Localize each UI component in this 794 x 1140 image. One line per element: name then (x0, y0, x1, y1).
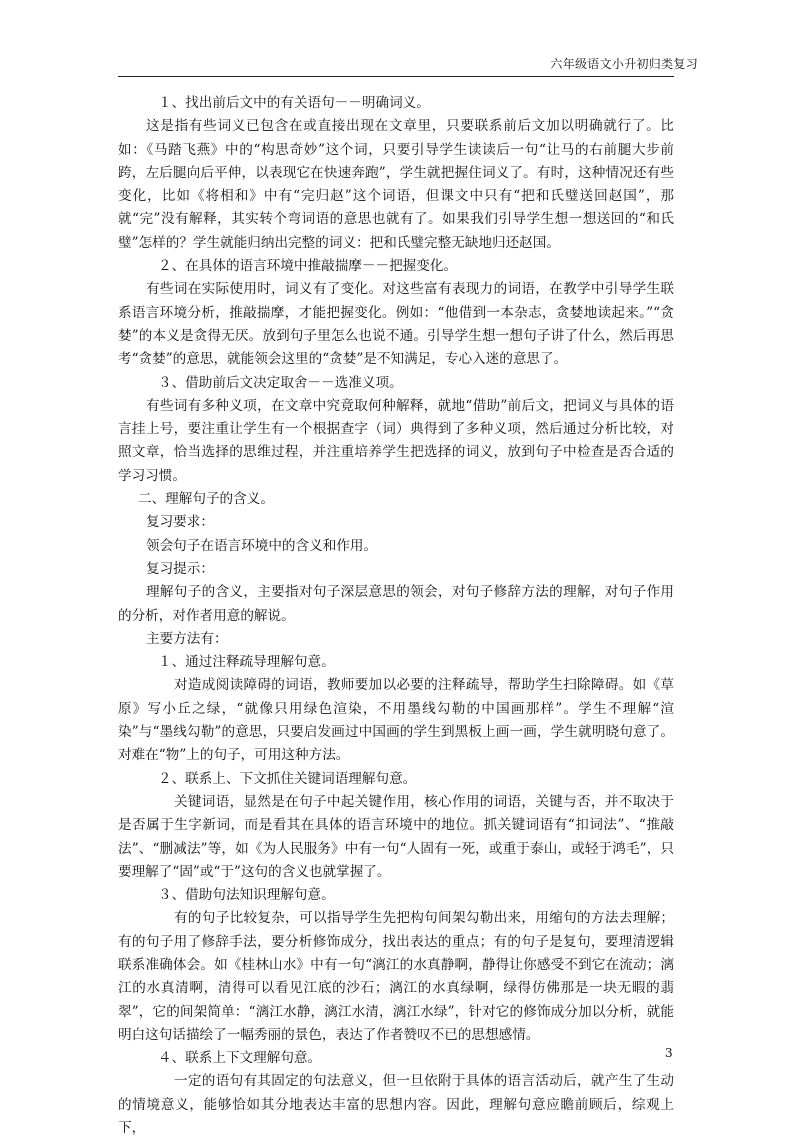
section-heading: 二、理解句子的含义。 (138, 491, 274, 508)
method-2-paragraph: 关键词语，显然是在句子中起关键作用，核心作用的词语，关键与否，并不取决于是否属于生字新词，而是看其在具体的语言环境中的地位。抓关键词语有“扣词法”、“推敲法”、“删减法”等，如《为人民服务》中有一句“人固有一死，或重于泰山，或轻于鸿毛”，只要理解了“固”或“于”这句的含义也就掌握了。 (118, 793, 674, 880)
method-4-heading: ４、联系上下文理解句意。 (158, 1050, 322, 1067)
method-4-paragraph: 一定的语句有其固定的句法意义，但一旦依附于具体的语言活动后，就产生了生动的情境意义，能够恰如其分地表达丰富的思想内容。因此，理解句意应瞻前顾后，综观上下， (118, 1073, 674, 1137)
method-1-paragraph: 对造成阅读障碍的词语，教师要加以必要的注释疏导，帮助学生扫除障碍。如《草原》写小丘之绿，“就像只用绿色渲染，不用墨线勾勒的中国画那样”。学生不理解“渲染”与“墨线勾勒”的意思，只要启发画过中国画的学生到黑板上画一画，学生就明晓句意了。对难在“物”上的句子，可用这种方法。 (118, 677, 674, 764)
method-3-paragraph: 有的句子比较复杂，可以指导学生先把构句间架勾勒出来，用缩句的方法去理解；有的句子用了修辞手法，要分析修饰成分，找出表达的重点；有的句子是复句，要理清逻辑联系准确体会。如《桂林山水》中有一句“漓江的水真静啊，静得让你感受不到它在流动；漓江的水真清啊，清得可以看见江底的沙石；漓江的水真绿啊，绿得仿佛那是一块无暇的翡翠”，它的间架简单：“漓江水静，漓江水清，漓江水绿”，针对它的修饰成分加以分析，就能明白这句话描绘了一幅秀丽的景色，表达了作者赞叹不已的思想感情。 (118, 910, 674, 1043)
page-number: 3 (665, 1046, 673, 1060)
review-tip-text: 理解句子的含义，主要指对句子深层意思的领会，对句子修辞方法的理解，对句子作用的分析，对作者用意的解说。 (118, 584, 674, 624)
paragraph-3: 有些词有多种义项，在文章中究竟取何种解释，就地“借助”前后文，把词义与具体的语言挂上号，要注重让学生有一个根据查字（词）典得到了多种义项，然后通过分析比较，对照文章，恰当选择的思维过程，并注重培养学生把选择的词义，放到句子中检查是否合适的学习习惯。 (118, 397, 674, 484)
review-requirement-text: 领会句子在语言环境中的含义和作用。 (146, 537, 378, 554)
method-3-heading: ３、借助句法知识理解句意。 (158, 887, 335, 904)
running-header: 六年级语文小升初归类复习 (550, 57, 698, 71)
review-requirement-label: 复习要求： (146, 514, 214, 531)
paragraph-2: 有些词在实际使用时，词义有了变化。对这些富有表现力的词语，在教学中引导学生联系语言环境分析，推敲揣摩，才能把握变化。例如：“他借到一本杂志，贪婪地读起来。”“贪婪”的本义是贪得无厌。放到句子里怎么也说不通。引导学生想一想句子讲了什么，然后再思考“贪婪”的意思，就能领会这里的“贪婪”是不知满足，专心入迷的意思了。 (118, 281, 674, 368)
subheading-1: １、找出前后文中的有关语句－－明确词义。 (158, 95, 430, 111)
method-2-heading: ２、联系上、下文抓住关键词语理解句意。 (158, 770, 417, 787)
review-tip-label: 复习提示： (146, 560, 214, 577)
method-1-heading: １、通过注释疏导理解句意。 (158, 654, 335, 671)
subheading-3: ３、借助前后文决定取舍－－选准义项。 (158, 374, 403, 391)
subheading-2: ２、在具体的语言环境中推敲揣摩－－把握变化。 (158, 258, 458, 275)
methods-label: 主要方法有： (146, 630, 228, 647)
header-divider (118, 76, 674, 77)
document-body (118, 92, 674, 1140)
paragraph-1: 这是指有些词义已包含在或直接出现在文章里，只要联系前后文加以明确就行了。比如：《马踏飞燕》中的“构思奇妙”这个词，只要引导学生读读后一句“让马的右前腿大步前跨，左后腿向后平伸，以表现它在快速奔跑”，学生就把握住词义了。有时，这种情况还有些变化，比如《将相和》中有“完归赵”这个词语，但课文中只有“把和氏璧送回赵国”，那就“完”没有解释，其实转个弯词语的意思也就有了。如果我们引导学生想一想送回的“和氏璧”怎样的？学生就能归纳出完整的词义：把和氏璧完整无缺地归还赵国。 (118, 118, 674, 251)
